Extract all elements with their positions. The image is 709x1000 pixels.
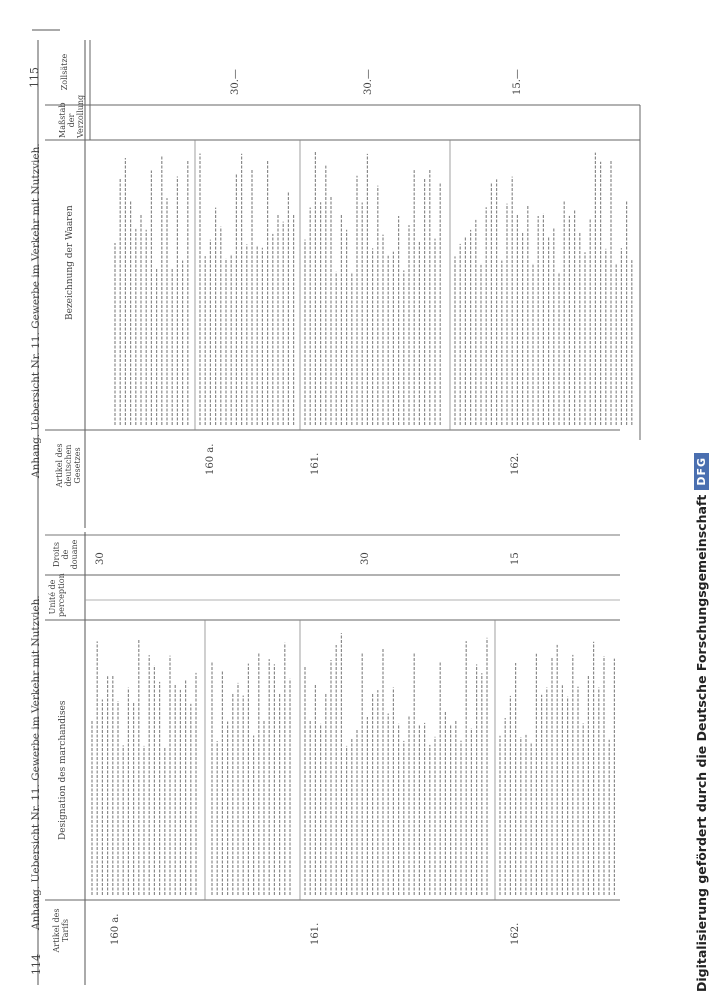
right-row-duty: 30.— bbox=[363, 69, 374, 95]
left-row-article: 162. bbox=[510, 922, 521, 945]
left-page-header: Anhang. Uebersicht Nr. 11. Gewerbe im Verkehr mit Nutzvieh. bbox=[30, 595, 42, 930]
right-row-duty: 30.— bbox=[230, 69, 241, 95]
left-row-duty: 15 bbox=[510, 552, 521, 565]
digitization-notice bbox=[694, 453, 709, 992]
left-row-duty: 30 bbox=[360, 552, 371, 565]
page-number-left: 114 bbox=[30, 954, 43, 975]
designation-text-lines bbox=[92, 151, 632, 895]
right-row-duty: 15.— bbox=[512, 69, 523, 95]
dfg-logo: DFG bbox=[694, 453, 709, 490]
page-number-right: 115 bbox=[28, 67, 41, 88]
right-row-article: 161. bbox=[310, 452, 321, 475]
left-row-article: 161. bbox=[310, 922, 321, 945]
left-col-duty: Droits de douane bbox=[52, 539, 79, 570]
right-col-duty: Zollsätze bbox=[60, 53, 69, 91]
right-page-header: Anhang. Uebersicht Nr. 11. Gewerbe im Verkehr mit Nutzvieh. bbox=[30, 143, 42, 478]
left-col-article: Artikel des Tarifs bbox=[52, 908, 70, 953]
left-col-unit: Unité de perception bbox=[48, 573, 66, 617]
left-row-article: 160 a. bbox=[110, 913, 121, 945]
digitization-text: Digitalisierung gefördert durch die Deutsche Forschungsgemeinschaft bbox=[694, 494, 709, 992]
right-row-article: 162. bbox=[510, 452, 521, 475]
right-row-article: 160 a. bbox=[205, 443, 216, 475]
right-col-article: Artikel des deutschen Gesetzes bbox=[55, 443, 82, 488]
right-col-unit: Maßstab der Verzollung bbox=[58, 94, 85, 138]
left-row-duty: 30 bbox=[95, 552, 106, 565]
left-col-designation: Designation des marchandises bbox=[58, 700, 68, 840]
right-col-designation: Bezeichnung der Waaren bbox=[65, 205, 75, 320]
